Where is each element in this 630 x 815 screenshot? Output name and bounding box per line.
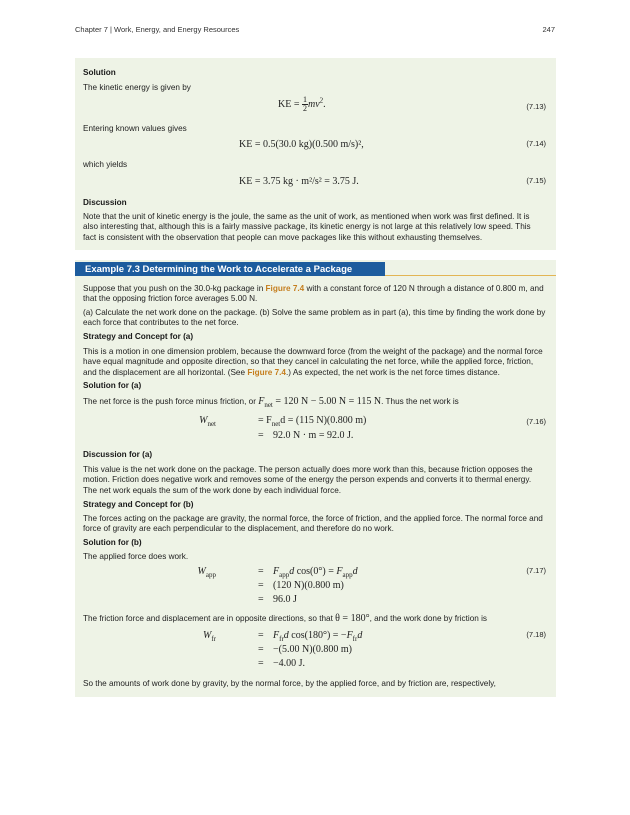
equation-number: (7.13): [526, 102, 546, 111]
friction-text: The friction force and displacement are in opposite directions, so that θ = 180°, and the work done by friction is: [83, 613, 487, 624]
figure-link[interactable]: Figure 7.4: [265, 284, 305, 293]
discussion-a-text: This value is the net work done on the package. The person actually does more work than this, because friction opposes the motion. Friction does negative work and removes some of the energy the person expends and converts it to thermal energy. The net work equals the sum of the work done by each individual force.: [83, 465, 533, 495]
discussion-text: Note that the unit of kinetic energy is the joule, the same as the unit of work, as mentioned when work was first defined. It is also interesting that, although this is a fairly massive package, its kinetic energy is not large at this relatively low speed. This fact is consistent with the observation that people can move packages like this without exhausting themselves.: [83, 212, 531, 242]
equation-number: (7.16): [526, 417, 546, 426]
equation-7-14: [83, 139, 546, 153]
strategy-b-text: The forces acting on the package are gravity, the normal force, the force of friction, and the applied force. The normal force and force of gravity are each perpendicular to the displacement, and therefore do no work.: [83, 514, 543, 534]
solution-a-text: The net force is the push force minus friction, or $F_{net} = 120$ N − 5.00 N = 115 N. Thus the net work is: [83, 396, 459, 409]
solution-box: [75, 58, 556, 250]
example-title: Example 7.3 Determining the Work to Accelerate a Package: [75, 262, 385, 276]
solution-a-heading: Solution for (a): [83, 381, 142, 390]
equation-7-17: $W_{app}$ = $F_{app}d$ $\cos(0^\circ) = F_{app}d$ = (120 N)(0.800 m) = 96.0 J (7.17): [197, 566, 546, 605]
equation-7-13: KE = $\frac{1}{2}$ $mv^2$. (7.13): [278, 95, 546, 113]
entering-text: Entering known values gives: [83, 124, 187, 133]
strategy-a-text: This is a motion in one dimension problem, because the downward force (from the weight of the package) and the normal force have equal magnitude and opposite direction, so that they cancel in calculating the net force, while the applied force, friction, and the displacement are all horizontal. (See Figure 7.4.) As expected, the net work is the net force times distance.: [83, 347, 543, 377]
example-box: [75, 260, 556, 697]
equation-7-16: $W_{net}$ = $F_{net}d = (115$ N)(0.800 m) = 92.0 N · m = 92.0 J. (7.16): [199, 415, 546, 441]
title-rule: [385, 275, 556, 276]
example-problem: Suppose that you push on the 30.0-kg package in Figure 7.4 with a constant force of 120 N through a distance of 0.800 m, and that the opposing friction force averages 5.00 N.: [83, 284, 544, 304]
equation-number: (7.17): [526, 566, 546, 575]
chapter-title: Chapter 7 | Work, Energy, and Energy Resources: [75, 25, 240, 34]
example-task: (a) Calculate the net work done on the package. (b) Solve the same problem as in part (a), this time by finding the work done by each force that contributes to the net force.: [83, 308, 546, 328]
equation-body: KE = 0.5(30.0 kg)(0.500 m/s)²,: [239, 139, 364, 150]
page-number: 247: [542, 25, 555, 34]
equation-number: (7.18): [526, 630, 546, 639]
discussion-a-heading: Discussion for (a): [83, 450, 153, 459]
solution-b-text: The applied force does work.: [83, 552, 189, 561]
strategy-b-heading: Strategy and Concept for (b): [83, 500, 194, 509]
equation-7-15: [83, 176, 546, 190]
equation-number: (7.15): [526, 176, 546, 185]
equation-body: KE = 3.75 kg · m²/s² = 3.75 J.: [239, 176, 359, 187]
strategy-a-heading: Strategy and Concept for (a): [83, 332, 194, 341]
solution-b-heading: Solution for (b): [83, 538, 142, 547]
closing-text: So the amounts of work done by gravity, by the normal force, by the applied force, and by friction are, respectively,: [83, 679, 496, 688]
ke-intro: The kinetic energy is given by: [83, 83, 191, 92]
equation-number: (7.14): [526, 139, 546, 148]
page-header: [75, 25, 555, 34]
equation-7-18: $W_{fr}$ = $F_{fr}d$ $\cos(180^\circ) = -F_{fr}d$ = −(5.00 N)(0.800 m) = −4.00 J. (7.18): [202, 630, 546, 669]
discussion-heading: Discussion: [83, 198, 127, 207]
solution-heading: Solution: [83, 68, 116, 77]
figure-link[interactable]: Figure 7.4: [247, 367, 286, 377]
yields-text: which yields: [83, 160, 128, 169]
